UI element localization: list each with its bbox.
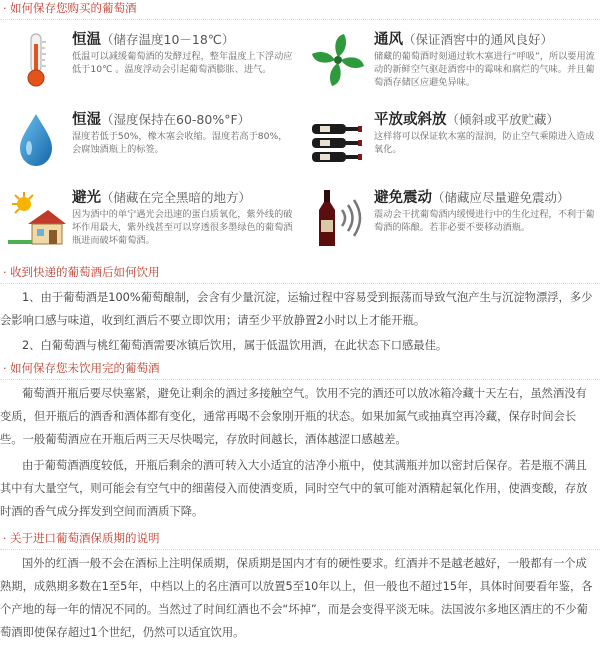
card-description: 这样将可以保证软木塞的湿润，防止空气乘隙进入造成氧化。: [374, 131, 595, 155]
sun-house-icon: [4, 188, 68, 248]
paragraph: 由于葡萄酒酒度较低，开瓶后剩余的酒可转入大小适宜的洁净小瓶中，使其满瓶并加以密封后保存。若是瓶不满且其中有大量空气，则可能会有空气中的细菌侵入而使酒变质，同时空气中的氧可能对酒精起氧化作用，使酒变酸，存放时酒的香气成分挥发到空间而酒质下降。: [0, 459, 588, 518]
card-title: 恒温: [72, 32, 101, 48]
card-temperature: [4, 30, 294, 90]
section-bullet: ·: [3, 532, 7, 545]
section-title: 收到快递的葡萄酒后如何饮用: [10, 265, 160, 279]
section-title: 如何保存您未饮用完的葡萄酒: [10, 361, 160, 375]
card-title: 通风: [374, 32, 403, 48]
paragraph: 2、白葡萄酒与桃红葡萄酒需要冰镇后饮用，属于低温饮用酒，在此状态下口感最佳。: [22, 339, 448, 352]
card-title: 避免震动: [374, 190, 432, 206]
card-subtitle: （储藏在完全黑暗的地方）: [101, 190, 252, 205]
section-bullet: ·: [3, 362, 7, 375]
section-title: 关于进口葡萄酒保质期的说明: [10, 531, 160, 545]
card-ventilation: [306, 30, 596, 90]
card-heading: [374, 30, 553, 49]
paragraph: 葡萄酒开瓶后要尽快塞紧，避免让剩余的酒过多接触空气。饮用不完的酒还可以放冰箱冷藏十天左右，虽然酒没有变质，但开瓶后的酒香和酒体都有变化，通常再喝不会象刚开瓶的状态。如果加氮气或抽真空再冷藏，保存时间会长些。一般葡萄酒应在开瓶后两三天尽快喝完，存放时间越长，酒体越涩口感越差。: [0, 387, 587, 446]
paragraph: 1、由于葡萄酒是100%葡萄酿制，会含有少量沉淀，运输过程中容易受到振荡而导致气泡产生与沉淀物漂浮，多少会影响口感与味道，收到红酒后不要立即饮用；请至少平放静置2小时以上才能开瓶。: [0, 291, 593, 327]
section-header-storage: [0, 0, 600, 20]
card-light: [4, 188, 294, 248]
card-description: 低温可以减缓葡萄酒的发酵过程，整年温度上下浮动应低于10℃ 。温度浮动会引起葡萄酒膨胀、进气。: [72, 51, 293, 75]
card-description: 湿度若低于50%，橡木塞会收缩。湿度若高于80%，会腐蚀酒瓶上的标签。: [72, 131, 288, 155]
card-title: 平放或斜放: [374, 112, 447, 128]
card-heading: [72, 30, 234, 49]
card-title: 恒湿: [72, 112, 101, 128]
card-humidity: [4, 110, 294, 170]
card-description: 因为酒中的单宁遇光会迅速的蛋白质氧化，紫外线的破坏作用最大，紫外线甚至可以穿透很多墨绿色的葡萄酒瓶进而破坏葡萄酒。: [72, 209, 293, 246]
card-subtitle: （储藏应尽量避免震动）: [432, 190, 570, 205]
vibrating-bottle-icon: [306, 188, 370, 248]
section-bullet: ·: [3, 2, 7, 15]
card-subtitle: （倾斜或平放贮藏）: [446, 112, 560, 127]
section-header-leftover: [0, 360, 600, 380]
card-subtitle: （保证酒窖中的通风良好）: [403, 32, 554, 47]
thermometer-icon: [4, 30, 68, 90]
card-description: 储藏的葡萄酒时刻通过软木塞进行“呼吸”，所以要用流动的新鲜空气驱赶酒窖中的霉味和腐烂的气味。并且葡萄酒存储区应避免异味。: [374, 51, 595, 88]
water-drop-icon: [4, 110, 68, 170]
card-description: 震动会干扰葡萄酒内缓慢进行中的生化过程，不利于葡萄酒的陈酿。若非必要不要移动酒瓶。: [374, 209, 595, 233]
card-title: 避光: [72, 190, 101, 206]
card-subtitle: （湿度保持在60-80%°F）: [101, 112, 251, 127]
section-header-serve: [0, 264, 600, 284]
lying-bottles-icon: [306, 110, 370, 170]
card-heading: [72, 188, 251, 207]
section-bullet: ·: [3, 266, 7, 279]
section-title: 如何保存您购买的葡萄酒: [10, 1, 137, 15]
card-heading: [72, 110, 250, 129]
fan-icon: [306, 30, 370, 90]
card-position: [306, 110, 596, 170]
section-header-shelf: [0, 530, 600, 550]
card-subtitle: （储存温度10－18℃）: [101, 32, 235, 47]
card-vibration: [306, 188, 596, 248]
card-heading: [374, 110, 559, 129]
paragraph: 国外的红酒一般不会在酒标上注明保质期，保质期是国内才有的硬性要求。红酒并不是越老越好，一般都有一个成熟期，成熟期多数在1至5年，中档以上的名庄酒可以放置5至10年以上，但一般也不超过15年，具体时间要看年鉴，各个产地的每一年的情况不同的。当然过了时间红酒也不会“坏掉”，而是会变得平淡无味。法国波尔多地区酒庄的不少葡萄酒即使保存超过1个世纪，仍然可以适宜饮用。: [0, 557, 593, 639]
card-heading: [374, 188, 570, 207]
